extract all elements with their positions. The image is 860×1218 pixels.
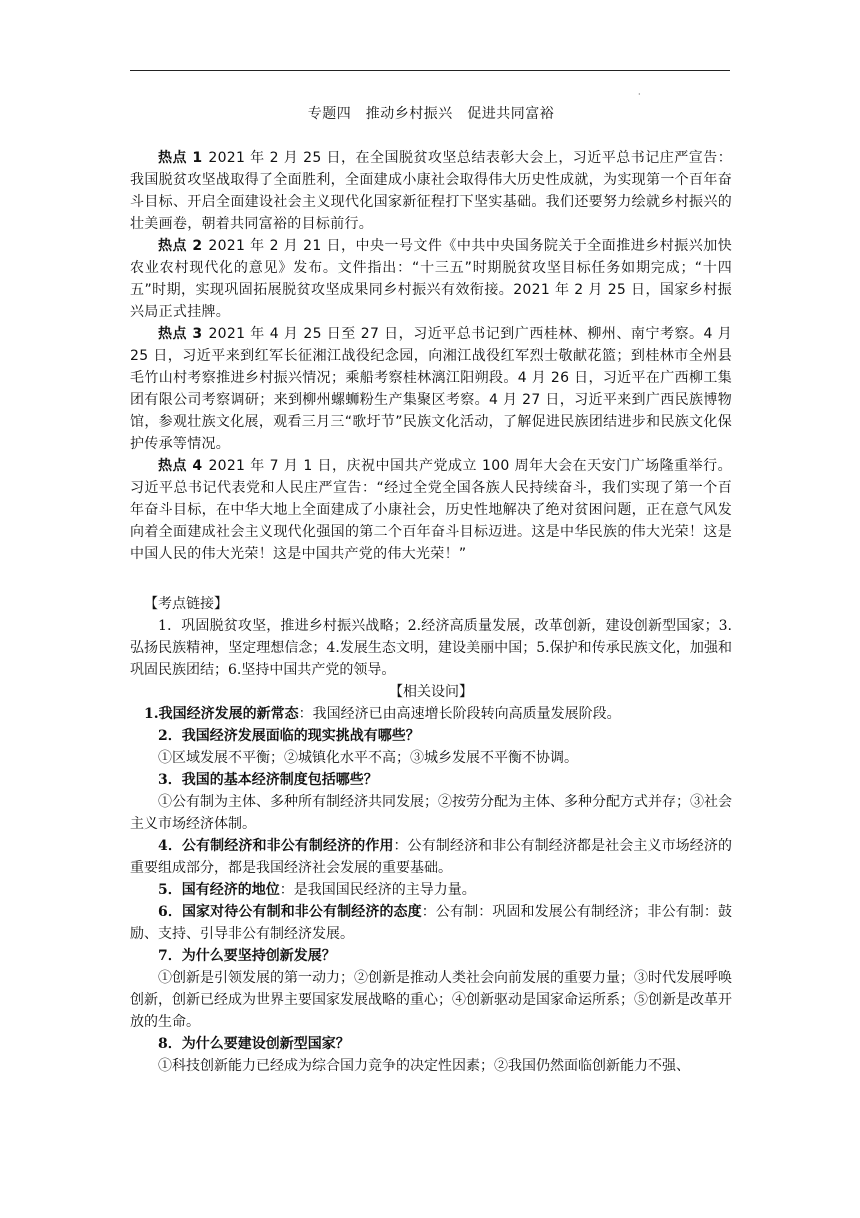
question-1 (130, 703, 732, 725)
hotspot-label: 热点 3 (158, 326, 203, 342)
question-5-title: 5．国有经济的地位 (158, 882, 280, 898)
question-5-text: ：是我国国民经济的主导力量。 (279, 882, 476, 898)
question-1-text: ：我国经济已由高速增长阶段转向高质量发展阶段。 (298, 706, 621, 722)
kaodian-heading: 【考点链接】 (144, 596, 228, 612)
hotspot-3 (130, 323, 732, 455)
question-4-text: ：公有制经济和非公有制经济都是社会主义市场经济的重要组成部分，都是我国经济社会发展的重要基础。 (130, 838, 732, 876)
answer-2: ①区域发展不平衡；②城镇化水平不高；③城乡发展不平衡不协调。 (158, 750, 578, 766)
question-7-title: 7．为什么要坚持创新发展？ (158, 948, 336, 964)
hotspot-label: 热点 4 (158, 458, 203, 474)
question-6-text: ：公有制：巩固和发展公有制经济；非公有制：鼓励、支持、引导非公有制经济发展。 (130, 904, 732, 942)
question-2-title: 2．我国经济发展面临的现实挑战有哪些？ (158, 728, 420, 744)
question-8 (130, 1033, 732, 1055)
hotspot-text: 2021 年 7 月 1 日，庆祝中国共产党成立 100 周年大会在天安门广场隆重举行。习近平总书记代表党和人民庄严宣告：“经过全党全国各族人民持续奋斗，我们实现了第一个百年奋斗目标，在中华大地上全面建成了小康社会，历史性地解决了绝对贫困问题，正在意气风发向着全面建成社会主义现代化强国的第二个百年奋斗目标迈进。这是中华民族的伟大光荣！这是中国人民的伟大光荣！这是中国共产党的伟大光荣！” (130, 458, 732, 562)
question-2 (130, 725, 732, 747)
question-4 (130, 835, 732, 879)
hotspot-text: 2021 年 2 月 25 日，在全国脱贫攻坚总结表彰大会上，习近平总书记庄严宣告：我国脱贫攻坚战取得了全面胜利，全面建成小康社会取得伟大历史性成就，为实现第一个百年奋斗目标、开启全面建设社会主义现代化国家新征程打下坚实基础。我们还要努力绘就乡村振兴的壮美画卷，朝着共同富裕的目标前行。 (130, 150, 732, 232)
page-title: 专题四 推动乡村振兴 促进共同富裕 (307, 106, 555, 122)
question-7 (130, 945, 732, 967)
question-4-title: 4．公有制经济和非公有制经济的作用 (158, 838, 394, 854)
knowledge-section (130, 593, 732, 1077)
question-3-title: 3．我国的基本经济制度包括哪些？ (158, 772, 378, 788)
hotspot-label: 热点 2 (158, 238, 203, 254)
answer-7: ①创新是引领发展的第一动力；②创新是推动人类社会向前发展的重要力量；③时代发展呼唤创新，创新已经成为世界主要国家发展战略的重心；④创新驱动是国家命运所系；⑤创新是改革开放的生命。 (130, 970, 732, 1030)
question-8-title: 8．为什么要建设创新型国家？ (158, 1036, 350, 1052)
hotspot-section (130, 147, 732, 565)
kaodian-text: 1．巩固脱贫攻坚，推进乡村振兴战略；2.经济高质量发展，改革创新，建设创新型国家；3.弘扬民族精神，坚定理想信念；4.发展生态文明，建设美丽中国；5.保护和传承民族文化，加强和巩固民族团结；6.坚持中国共产党的领导。 (130, 618, 732, 678)
hotspot-label: 热点 1 (158, 150, 203, 166)
question-6 (130, 901, 732, 945)
xiangguan-heading: 【相关设问】 (389, 684, 473, 700)
header-rule (130, 70, 730, 71)
question-6-title: 6．国家对待公有制和非公有制经济的态度 (158, 904, 422, 920)
answer-3: ①公有制为主体、多种所有制经济共同发展；②按劳分配为主体、多种分配方式并存；③社会主义市场经济体制。 (130, 794, 732, 832)
document-page (130, 101, 732, 1077)
hotspot-2 (130, 235, 732, 323)
question-3 (130, 769, 732, 791)
hotspot-1 (130, 147, 732, 235)
hotspot-text: 2021 年 2 月 21 日，中央一号文件《中共中央国务院关于全面推进乡村振兴加快农业农村现代化的意见》发布。文件指出：“十三五”时期脱贫攻坚目标任务如期完成；“十四五”时期，实现巩固拓展脱贫攻坚成果同乡村振兴有效衔接。2021 年 2 月 25 日，国家乡村振兴局正式挂牌。 (130, 238, 732, 320)
hotspot-text: 2021 年 4 月 25 日至 27 日，习近平总书记到广西桂林、柳州、南宁考察。4 月 25 日，习近平来到红军长征湘江战役纪念园，向湘江战役红军烈士敬献花篮；到桂林市全州县毛竹山村考察推进乡村振兴情况；乘船考察桂林漓江阳朔段。4 月 26 日，习近平在广西柳工集团有限公司考察调研；来到柳州螺蛳粉生产集聚区考察。4 月 27 日，习近平来到广西民族博物馆，参观壮族文化展，观看三月三“歌圩节”民族文化活动，了解促进民族团结进步和民族文化保护传承等情况。 (130, 326, 732, 452)
hotspot-4 (130, 455, 732, 565)
question-1-title: 1.我国经济发展的新常态 (144, 706, 299, 722)
header-dot: · (638, 90, 641, 99)
answer-8: ①科技创新能力已经成为综合国力竞争的决定性因素；②我国仍然面临创新能力不强、 (158, 1058, 690, 1074)
question-5 (130, 879, 732, 901)
